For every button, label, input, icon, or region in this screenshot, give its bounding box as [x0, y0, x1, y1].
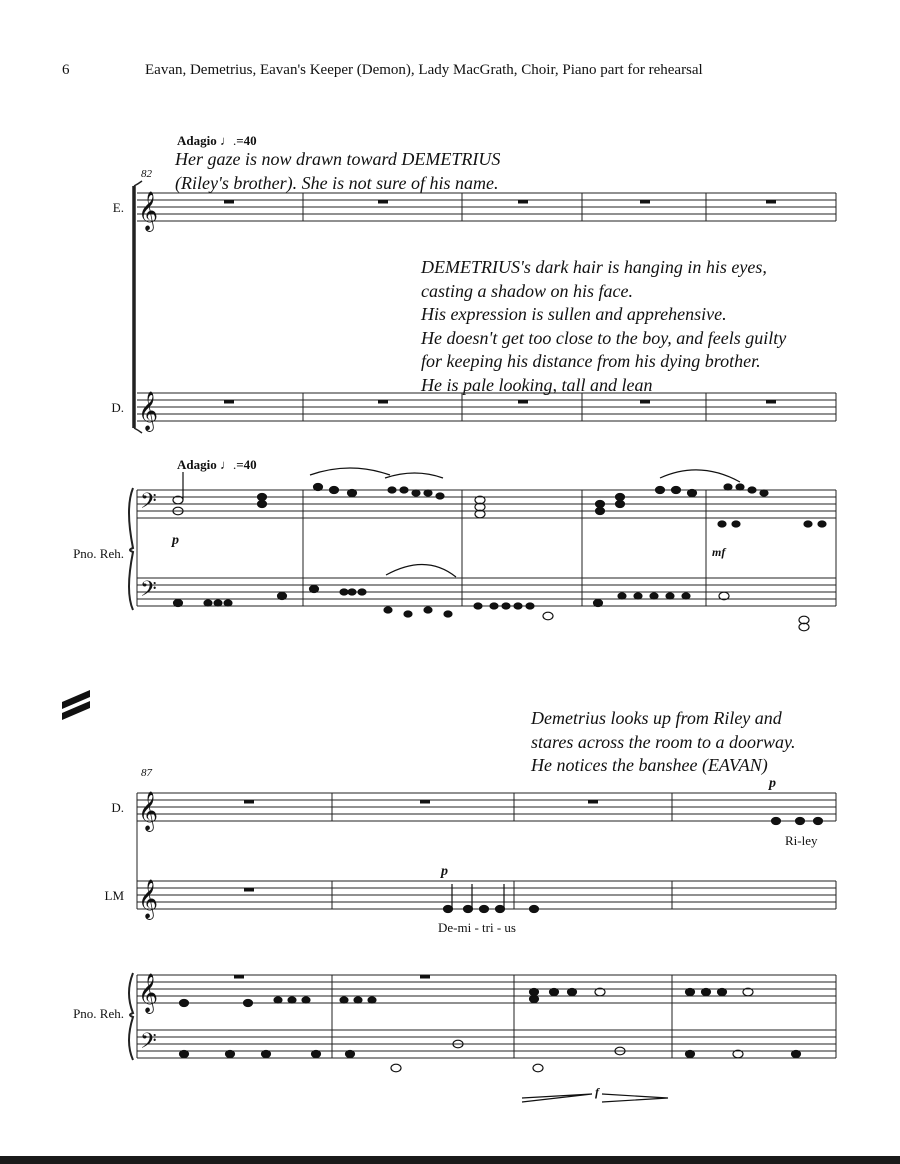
- staff-piano-upper: [137, 490, 836, 518]
- lyric-demetrius: Ri-ley: [785, 833, 818, 848]
- dynamic-p: p: [172, 533, 179, 548]
- staff-piano-lower-2: [137, 1030, 836, 1058]
- bass-clef-icon: 𝄢: [140, 1029, 157, 1059]
- staff-piano-upper-2: [137, 975, 836, 1003]
- notes-system-2: [180, 818, 823, 1103]
- direction-line: Her gaze is now drawn toward DEMETRIUS: [175, 149, 501, 169]
- tempo-value: =40: [236, 133, 257, 148]
- staff-demetrius-2: [137, 793, 836, 821]
- dotted-quarter-note-icon: ♩.: [219, 457, 237, 472]
- treble-clef-icon: 𝄞: [138, 391, 159, 431]
- staff-label-lady-macgrath: LM: [104, 888, 124, 903]
- treble-clef-icon: 𝄞: [138, 973, 159, 1013]
- measure-number-87: 87: [141, 767, 152, 779]
- piano-barlines-1: [137, 490, 836, 606]
- whole-rests-1: [224, 200, 776, 979]
- dynamic-mf: mf: [712, 545, 726, 559]
- tempo-text: Adagio: [177, 133, 217, 148]
- page-header-title: Eavan, Demetrius, Eavan's Keeper (Demon), Lady MacGrath, Choir, Piano part for rehearsal: [145, 62, 703, 78]
- bass-clef-icon: 𝄢: [140, 489, 157, 519]
- tempo-value: =40: [236, 457, 257, 472]
- piano-barlines-2: [137, 975, 836, 1058]
- lyric-lady-macgrath: De-mi - tri - us: [438, 920, 516, 935]
- staff-piano-lower: [137, 578, 836, 606]
- bass-clef-icon: 𝄢: [140, 577, 157, 607]
- direction-line: casting a shadow on his face.: [421, 280, 633, 301]
- direction-line: stares across the room to a doorway.: [531, 731, 796, 752]
- staff-label-demetrius-2: D.: [111, 800, 124, 815]
- dynamic-p-lm: p: [441, 864, 448, 879]
- treble-clef-icon: 𝄞: [138, 879, 159, 919]
- direction-line: He is pale looking, tall and lean: [421, 374, 653, 395]
- staff-label-eavan: E.: [112, 200, 124, 215]
- tempo-text: Adagio: [177, 457, 217, 472]
- direction-line: His expression is sullen and apprehensive.: [421, 304, 727, 324]
- dynamic-f: f: [595, 1085, 599, 1099]
- dotted-quarter-note-icon: ♩.: [219, 133, 237, 148]
- direction-line: Demetrius looks up from Riley and: [531, 708, 782, 728]
- staff-label-demetrius: D.: [111, 400, 124, 415]
- treble-clef-icon: 𝄞: [138, 191, 159, 231]
- staff-lady-macgrath: [137, 881, 836, 909]
- direction-line: for keeping his distance from his dying brother.: [421, 351, 761, 371]
- staff-label-piano: Pno. Reh.: [73, 546, 124, 561]
- staff-label-piano-2: Pno. Reh.: [73, 1006, 124, 1021]
- direction-line: He doesn't get too close to the boy, and feels guilty: [421, 327, 787, 348]
- direction-line: He notices the banshee (EAVAN): [531, 755, 768, 775]
- page-number: 6: [62, 62, 70, 78]
- staff-demetrius: [137, 393, 836, 421]
- page-bottom-border: [0, 1156, 900, 1164]
- direction-line: (Riley's brother). She is not sure of his name.: [175, 172, 499, 193]
- treble-clef-icon: 𝄞: [138, 791, 159, 831]
- staff-eavan: [137, 193, 836, 221]
- dynamic-p-demetrius: p: [769, 776, 776, 791]
- measure-number-82: 82: [141, 168, 152, 180]
- direction-line: DEMETRIUS's dark hair is hanging in his eyes,: [421, 257, 767, 277]
- system-separator-icon: [62, 690, 90, 720]
